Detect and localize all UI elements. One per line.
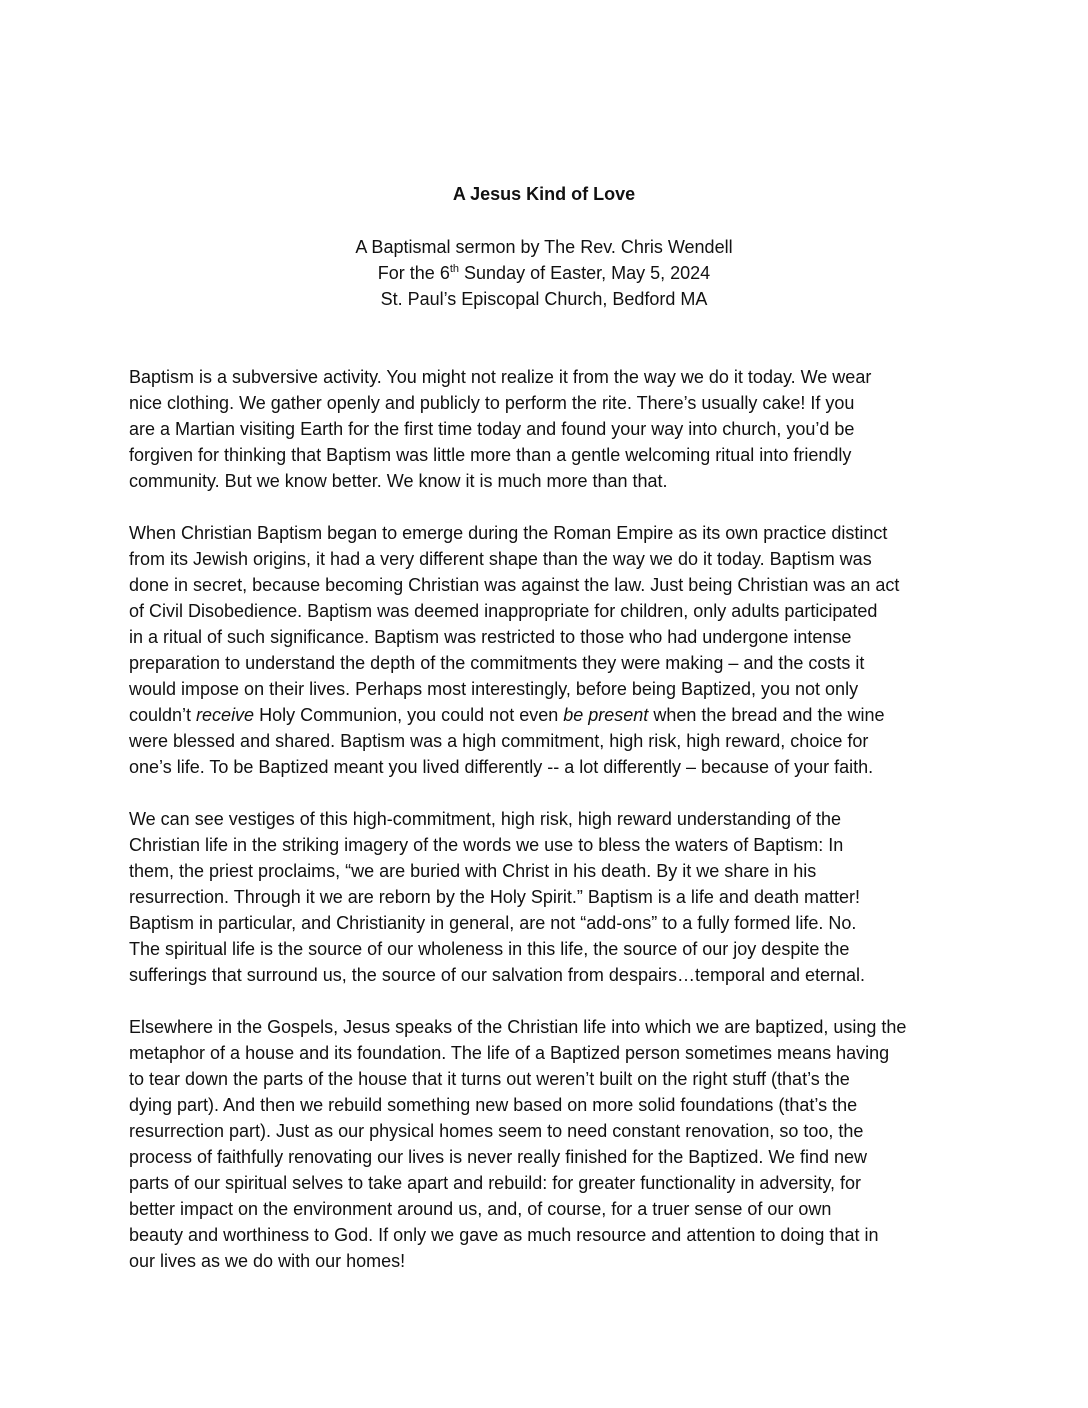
paragraph-3	[129, 806, 959, 988]
paragraph-line: would impose on their lives. Perhaps most interestingly, before being Baptized, you not only	[129, 679, 859, 699]
byline-occasion-post: Sunday of Easter, May 5, 2024	[459, 263, 711, 283]
paragraph-line: dying part). And then we rebuild something new based on more solid foundations (that’s the	[129, 1095, 858, 1115]
paragraph-line: of Civil Disobedience. Baptism was deemed inappropriate for children, only adults participated	[129, 601, 878, 621]
text-run: couldn’t	[129, 705, 197, 725]
paragraph-line: better impact on the environment around us, and, of course, for a truer sense of our own	[129, 1199, 832, 1219]
paragraph-line: The spiritual life is the source of our wholeness in this life, the source of our joy despite the	[129, 939, 850, 959]
paragraph-line: them, the priest proclaims, “we are buried with Christ in his death. By it we share in his	[129, 861, 817, 881]
paragraph-line: community. But we know better. We know it is much more than that.	[129, 471, 668, 491]
emphasis-receive: receive	[196, 705, 255, 725]
paragraph-1	[129, 364, 959, 494]
byline-occasion-pre: For the 6	[377, 263, 450, 283]
paragraph-line: forgiven for thinking that Baptism was little more than a gentle welcoming ritual into friendly	[129, 445, 852, 465]
paragraph-2	[129, 520, 959, 780]
paragraph-line: Baptism is a subversive activity. You might not realize it from the way we do it today. We wear	[129, 367, 872, 387]
paragraph-line: preparation to understand the depth of the commitments they were making – and the costs it	[129, 653, 865, 673]
paragraph-line: were blessed and shared. Baptism was a high commitment, high risk, high reward, choice for	[129, 731, 869, 751]
byline-occasion	[0, 260, 1088, 286]
sermon-body	[129, 364, 959, 1300]
paragraph-line: Christian life in the striking imagery of the words we use to bless the waters of Baptism: In	[129, 835, 844, 855]
paragraph-line: sufferings that surround us, the source of our salvation from despairs…temporal and eternal.	[129, 965, 866, 985]
emphasis-be-present: be present	[563, 705, 649, 725]
paragraph-line: resurrection part). Just as our physical homes seem to need constant renovation, so too, the	[129, 1121, 864, 1141]
paragraph-line: one’s life. To be Baptized meant you lived differently -- a lot differently – because of your faith.	[129, 757, 874, 777]
paragraph-line: Elsewhere in the Gospels, Jesus speaks of the Christian life into which we are baptized, using the	[129, 1017, 907, 1037]
paragraph-4	[129, 1014, 959, 1274]
paragraph-line: beauty and worthiness to God. If only we gave as much resource and attention to doing that in	[129, 1225, 879, 1245]
paragraph-line: resurrection. Through it we are reborn by the Holy Spirit.” Baptism is a life and death matter!	[129, 887, 861, 907]
paragraph-line: process of faithfully renovating our lives is never really finished for the Baptized. We find new	[129, 1147, 868, 1167]
paragraph-line: in a ritual of such significance. Baptism was restricted to those who had undergone intense	[129, 627, 852, 647]
byline-occasion-sup: th	[449, 263, 460, 275]
paragraph-line: parts of our spiritual selves to take apart and rebuild: for greater functionality in adversity, for	[129, 1173, 862, 1193]
byline	[0, 234, 1088, 312]
paragraph-line-italic	[129, 702, 959, 728]
byline-author: A Baptismal sermon by The Rev. Chris Wendell	[355, 237, 733, 257]
paragraph-line: to tear down the parts of the house that it turns out weren’t built on the right stuff (that’s the	[129, 1069, 850, 1089]
paragraph-line: We can see vestiges of this high-commitment, high risk, high reward understanding of the	[129, 809, 842, 829]
paragraph-line: When Christian Baptism began to emerge during the Roman Empire as its own practice distinct	[129, 523, 888, 543]
paragraph-line: our lives as we do with our homes!	[129, 1251, 406, 1271]
paragraph-line: Baptism in particular, and Christianity in general, are not “add-ons” to a fully formed life. No.	[129, 913, 857, 933]
text-run: when the bread and the wine	[648, 705, 885, 725]
paragraph-line: from its Jewish origins, it had a very different shape than the way we do it today. Baptism was	[129, 549, 872, 569]
paragraph-line: metaphor of a house and its foundation. The life of a Baptized person sometimes means having	[129, 1043, 890, 1063]
paragraph-line: nice clothing. We gather openly and publicly to perform the rite. There’s usually cake! If you	[129, 393, 855, 413]
paragraph-line: done in secret, because becoming Christian was against the law. Just being Christian was an act	[129, 575, 900, 595]
paragraph-line: are a Martian visiting Earth for the first time today and found your way into church, you’d be	[129, 419, 855, 439]
byline-location: St. Paul’s Episcopal Church, Bedford MA	[380, 289, 708, 309]
document-title: A Jesus Kind of Love	[452, 184, 636, 204]
text-run: Holy Communion, you could not even	[254, 705, 564, 725]
